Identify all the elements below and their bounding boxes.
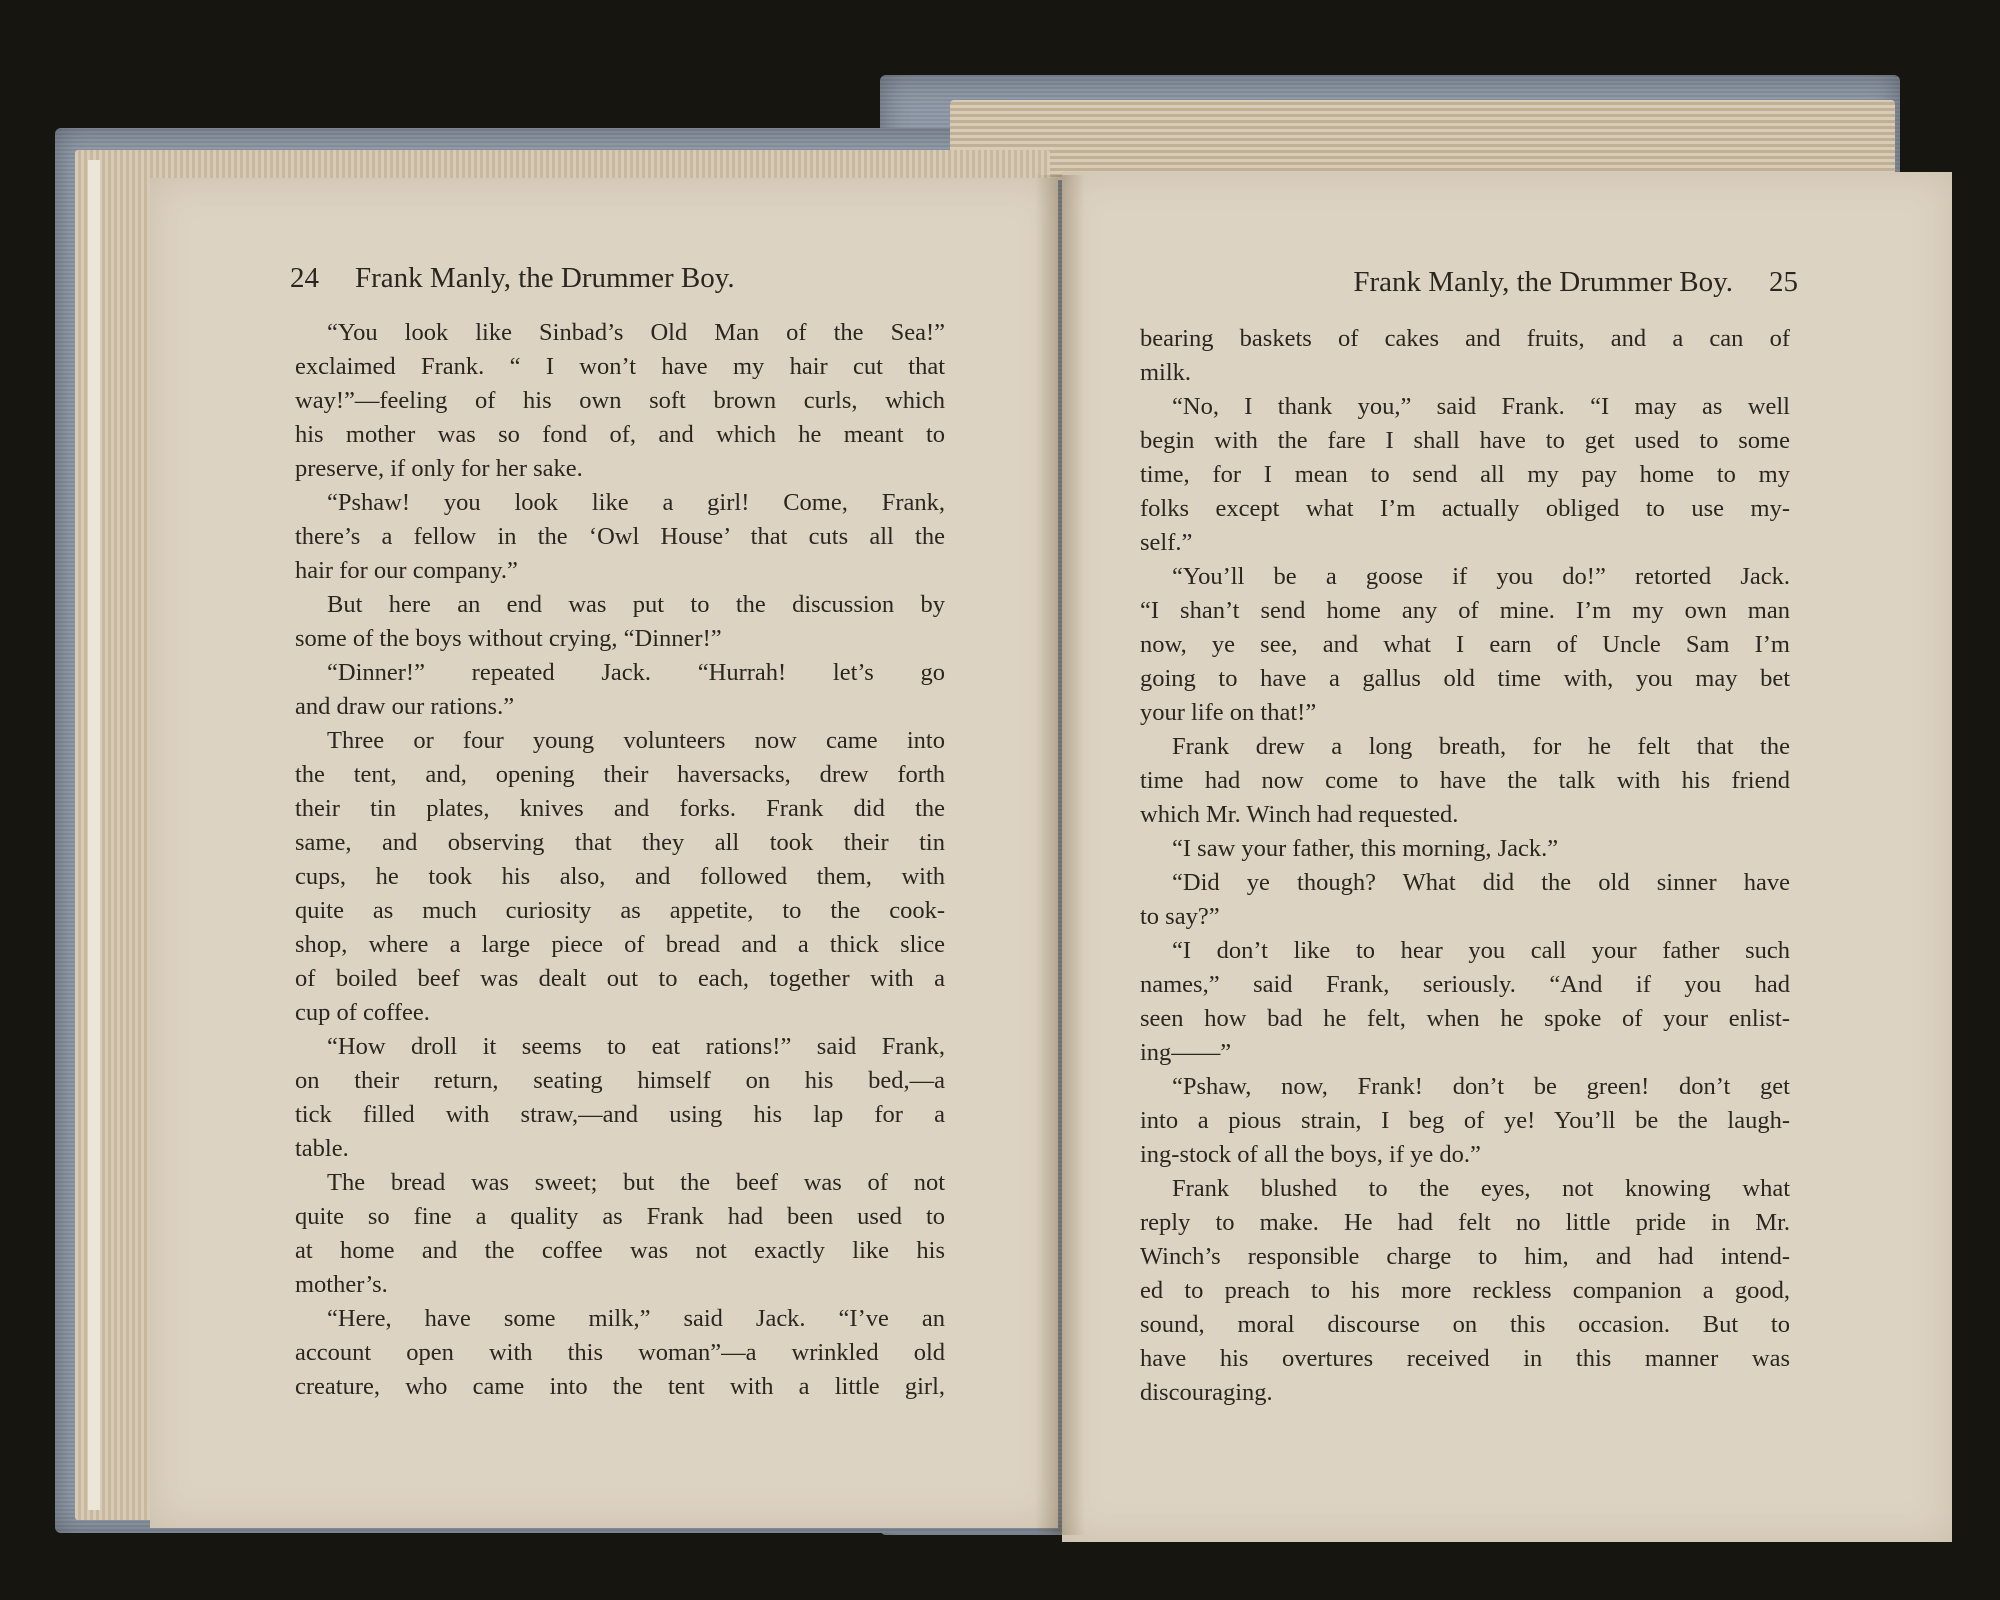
text-line: cup of coffee. bbox=[295, 999, 430, 1026]
text-line: milk. bbox=[1140, 359, 1192, 386]
text-line: ed to preach to his more reckless companion a good, bbox=[1140, 1277, 1790, 1304]
text-line: “Pshaw, now, Frank! don’t be green! don’t get bbox=[1172, 1073, 1790, 1100]
right-running-head bbox=[1230, 266, 1798, 299]
text-line: “You look like Sinbad’s Old Man of the Sea!” bbox=[327, 319, 945, 346]
text-line: But here an end was put to the discussion by bbox=[327, 591, 945, 618]
text-line: tick filled with straw,—and using his lap for a bbox=[295, 1101, 945, 1128]
text-line: have his overtures received in this manner was bbox=[1140, 1345, 1790, 1372]
text-line: “Dinner!” repeated Jack. “Hurrah! let’s go bbox=[327, 659, 945, 686]
text-line: and draw our rations.” bbox=[295, 693, 515, 720]
text-line: the tent, and, opening their haversacks, drew forth bbox=[295, 761, 945, 788]
text-line: table. bbox=[295, 1135, 349, 1162]
text-line: exclaimed Frank. “ I won’t have my hair cut that bbox=[295, 353, 945, 380]
text-line: cups, he took his also, and followed them, with bbox=[295, 863, 945, 890]
text-line: names,” said Frank, seriously. “And if you had bbox=[1140, 971, 1790, 998]
text-line: there’s a fellow in the ‘Owl House’ that cuts all the bbox=[295, 523, 945, 550]
text-line: “I shan’t send home any of mine. I’m my own man bbox=[1140, 597, 1790, 624]
text-line: at home and the coffee was not exactly like his bbox=[295, 1237, 945, 1264]
text-line: same, and observing that they all took their tin bbox=[295, 829, 945, 856]
text-line: of boiled beef was dealt out to each, together with a bbox=[295, 965, 945, 992]
text-line: creature, who came into the tent with a little girl, bbox=[295, 1373, 945, 1400]
text-line: ing——” bbox=[1140, 1039, 1232, 1066]
text-line: discouraging. bbox=[1140, 1379, 1273, 1406]
text-line: The bread was sweet; but the beef was of not bbox=[327, 1169, 945, 1196]
text-line: Frank drew a long breath, for he felt that the bbox=[1172, 733, 1790, 760]
text-line: mother’s. bbox=[295, 1271, 388, 1298]
text-line: hair for our company.” bbox=[295, 557, 518, 584]
text-line: self.” bbox=[1140, 529, 1193, 556]
text-line: “You’ll be a goose if you do!” retorted Jack. bbox=[1172, 563, 1790, 590]
text-line: “How droll it seems to eat rations!” said Frank, bbox=[327, 1033, 945, 1060]
left-page-number: 24 bbox=[290, 262, 319, 294]
text-line: which Mr. Winch had requested. bbox=[1140, 801, 1459, 828]
text-line: sound, moral discourse on this occasion. But to bbox=[1140, 1311, 1790, 1338]
text-line: seen how bad he felt, when he spoke of your enlist- bbox=[1140, 1005, 1790, 1032]
page-edges-top bbox=[950, 100, 1895, 180]
text-line: begin with the fare I shall have to get used to some bbox=[1140, 427, 1790, 454]
text-line: bearing baskets of cakes and fruits, and a can of bbox=[1140, 325, 1790, 352]
text-line: into a pious strain, I beg of ye! You’ll be the laugh- bbox=[1140, 1107, 1790, 1134]
right-page-text bbox=[1140, 322, 1790, 1410]
text-line: on their return, seating himself on his bed,—a bbox=[295, 1067, 945, 1094]
text-line: account open with this woman”—a wrinkled old bbox=[295, 1339, 945, 1366]
text-line: “Did ye though? What did the old sinner have bbox=[1172, 869, 1790, 896]
right-running-title: Frank Manly, the Drummer Boy. bbox=[1353, 266, 1733, 298]
text-line: folks except what I’m actually obliged to use my- bbox=[1140, 495, 1790, 522]
right-page-number: 25 bbox=[1769, 266, 1798, 298]
text-line: “Here, have some milk,” said Jack. “I’ve an bbox=[327, 1305, 945, 1332]
text-line: your life on that!” bbox=[1140, 699, 1317, 726]
text-line: Frank blushed to the eyes, not knowing what bbox=[1172, 1175, 1790, 1202]
text-line: some of the boys without crying, “Dinner!” bbox=[295, 625, 722, 652]
text-line: “Pshaw! you look like a girl! Come, Frank, bbox=[327, 489, 945, 516]
left-page-text bbox=[295, 316, 945, 1404]
fore-edge bbox=[88, 160, 100, 1510]
text-line: time had now come to have the talk with his friend bbox=[1140, 767, 1790, 794]
text-line: Winch’s responsible charge to him, and had intend- bbox=[1140, 1243, 1790, 1270]
text-line: his mother was so fond of, and which he meant to bbox=[295, 421, 945, 448]
text-line: “I don’t like to hear you call your father such bbox=[1172, 937, 1790, 964]
text-line: quite as much curiosity as appetite, to the cook- bbox=[295, 897, 945, 924]
left-running-head bbox=[290, 262, 950, 295]
text-line: “No, I thank you,” said Frank. “I may as well bbox=[1172, 393, 1790, 420]
text-line: ing-stock of all the boys, if ye do.” bbox=[1140, 1141, 1481, 1168]
book-gutter bbox=[1035, 175, 1085, 1535]
left-running-title: Frank Manly, the Drummer Boy. bbox=[355, 262, 735, 294]
text-line: preserve, if only for her sake. bbox=[295, 455, 583, 482]
text-line: quite so fine a quality as Frank had been used to bbox=[295, 1203, 945, 1230]
text-line: “I saw your father, this morning, Jack.” bbox=[1172, 835, 1559, 862]
text-line: shop, where a large piece of bread and a thick slice bbox=[295, 931, 945, 958]
text-line: reply to make. He had felt no little pride in Mr. bbox=[1140, 1209, 1790, 1236]
text-line: way!”—feeling of his own soft brown curls, which bbox=[295, 387, 945, 414]
text-line: to say?” bbox=[1140, 903, 1220, 930]
text-line: their tin plates, knives and forks. Frank did the bbox=[295, 795, 945, 822]
text-line: going to have a gallus old time with, you may bet bbox=[1140, 665, 1790, 692]
text-line: now, ye see, and what I earn of Uncle Sam I’m bbox=[1140, 631, 1790, 658]
text-line: time, for I mean to send all my pay home to my bbox=[1140, 461, 1790, 488]
text-line: Three or four young volunteers now came into bbox=[327, 727, 945, 754]
